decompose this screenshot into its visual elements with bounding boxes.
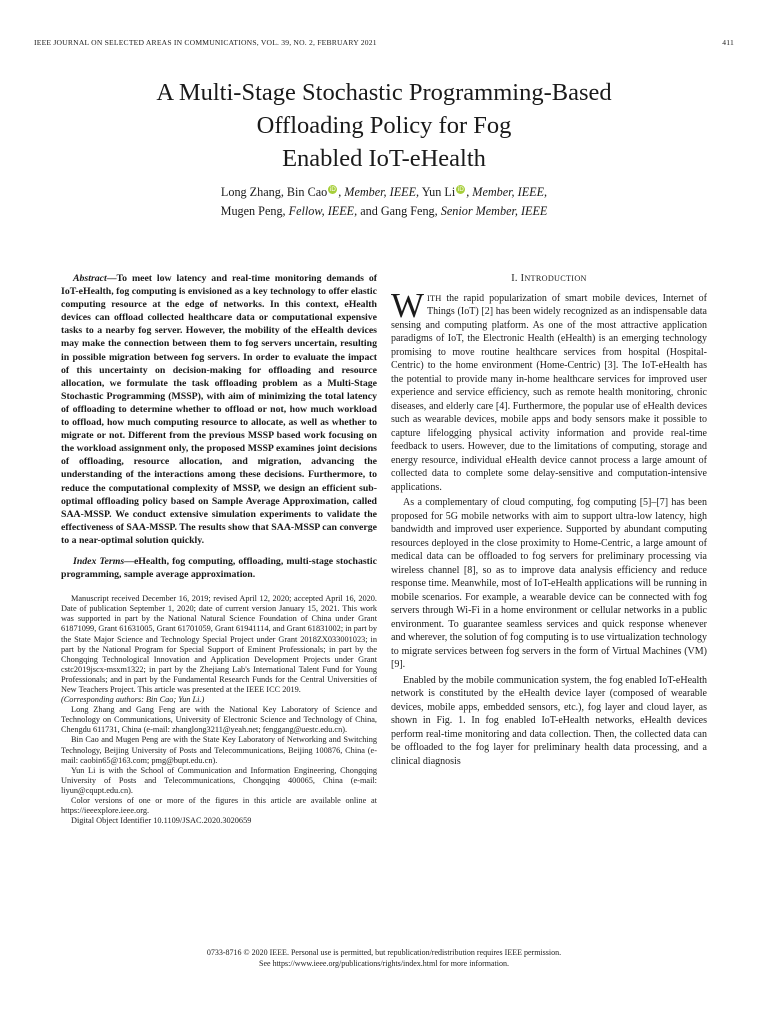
abstract-text: —To meet low latency and real-time monitoring demands of IoT-eHealth, fog computing is envisioned as a key technology to offer elastic computing resource at the edge of networks. In this context, eHealth devices can offload collected healthcare data or computational expensive tasks to a nearby fog server. However, the mobility of the eHealth devices may make the connection between them to fog servers uncertain, resulting in possible migration between fog servers. In order to evaluate the impact of this uncertainty on decision-making for offloading and resource allocation, we formulate the task offloading problem as a Multi-Stage Stochastic Programming (MSSP), with aim of minimizing the total latency of offloading to determine whether to offload or not, how much workload to offload, how much computing resource to allocate, as well as whether to migrate or not. Different from the previous MSSP based work focusing on the workload assignment only, the proposed MSSP examines joint decisions of offloading, resource allocation, and migration, advancing the understanding of the interactions among these decisions. Furthermore, to reduce the computational complexity of MSSP, we design an efficient sub-optimal offloading policy based on Sample Average Approximation, called SAA-MSSP. We conduct extensive simulation experiments to validate the effectiveness of SAA-MSSP. The results show that SAA-MSSP can converge to a near-optimal solution quickly. bbox=[61, 273, 377, 546]
footnote-corresponding: (Corresponding authors: Bin Cao; Yun Li.) bbox=[61, 695, 205, 705]
footnote-doi: Digital Object Identifier 10.1109/JSAC.2020.3020659 bbox=[71, 816, 252, 826]
index-terms-label: Index Terms bbox=[73, 555, 125, 567]
intro-paragraph-3: Enabled by the mobile communication system, the fog enabled IoT-eHealth network is constituted by the eHealth device layer (composed of wearable devices, mobile apps, embedded sensors, etc.), fog layer and cloud layer, as shown in Fig. 1. In fog enabled IoT-eHealth networks, eHealth devices perform real-time monitoring and data collection. Then, the collected data can be offloaded to the fog layer for preliminary health data processing, and a clinical diagnosis bbox=[391, 674, 707, 767]
intro-paragraph-1: WITH the rapid popularization of smart mobile devices, Internet of Things (IoT) [2] has been widely recognized as an indispensable data sensing and computing platform. As one of the most attractive application paradigms of IoT, the Electronic Health (eHealth) is an emerging technology promising to move routine healthcare services from hospital (Hospital-Centric) to the home environment (Home-Centric) [3]. The IoT-eHealth has the potential to provide many in-home healthcare services for improved user experience and service efficiency, such as remote health monitoring, chronic diseases, and elderly care [4]. Furthermore, the popular use of eHealth devices such as wearable devices, mobile apps and body sensors make it possible to capture lifelogging physical activity information and provide real-time feedback to users. However, due to the limitations of computing, storage and energy resource, individual eHealth device cannot process a large amount of collected data to complete some delay-sensitive and computation-intensive applications. bbox=[391, 285, 707, 493]
section-heading-introduction: I. INTRODUCTION bbox=[511, 273, 587, 284]
copyright-line-1: 0733-8716 © 2020 IEEE. Personal use is permitted, but republication/redistribution requires IEEE permission. bbox=[206, 948, 562, 957]
author-line-2 bbox=[60, 202, 708, 221]
copyright-footer bbox=[60, 947, 708, 969]
author-name-2: Yun Li bbox=[419, 185, 456, 199]
footnote-received: Manuscript received December 16, 2019; revised April 12, 2020; accepted April 16, 2020. Date of publication September 1, 2020; date of current version January 15, 2021. This work was supported in part by the National Natural Science Foundation of China under Grant 61871099, Grant 61631005, Grant 61701059, Grant 61941114, and Grant 61831002; in part by the State Major Science and Technology Special Project under Grant 2018ZX033001023; in part by the National Program for Special Support of Eminent Professionals; in part by the Chongqing Technological Innovation and Application Development Projects under Grant cstc2019jscx-msxm1322; in part by the Zhejiang Lab's International Talent Fund for Young Professionals; and in part by the Fundamental Research Funds for the Central Universities of New Teachers Project. This article was presented at the IEEE ICC 2019. bbox=[61, 594, 378, 694]
author-role-2: , Member, IEEE, bbox=[466, 185, 548, 199]
footnotes bbox=[61, 594, 377, 826]
author-role-3: Fellow, IEEE, bbox=[288, 204, 358, 218]
intro-paragraph-2: As a complementary of cloud computing, fog computing [5]–[7] has been proposed for 5G mobile networks with aim to support ultra-low latency, high bandwidth and improved user experience. Supported by abundant computing resources deployed in the close proximity to Home-Centric, a large amount of medical data can be offloaded to fog servers for preliminary processing via wireless channel [8], so as to improve data analysis efficiency and reduce response time. Meanwhile, most of IoT-eHealth applications will be running in mobile scenarios. For example, a wearable device can be connected with fog servers through Wi-Fi in a home environment or cellular networks in a public environment. To guarantee seamless services and quick response whenever and wherever, the solution of fog computing is to use virtualization technology to migrate services between fog servers in the form of Virtual Machines (VM) [9]. bbox=[391, 497, 707, 670]
orcid-icon[interactable]: iD bbox=[329, 186, 336, 193]
index-terms-text: —eHealth, fog computing, offloading, multi-stage stochastic programming, sample average approximation. bbox=[61, 555, 377, 581]
author-names-1: Long Zhang, Bin Cao bbox=[220, 185, 328, 199]
right-column bbox=[391, 272, 707, 770]
drop-cap: W bbox=[391, 285, 425, 325]
title-line-2: Offloading Policy for Fog bbox=[256, 112, 512, 139]
title-line-1: A Multi-Stage Stochastic Programming-Based bbox=[156, 79, 612, 106]
footnote-affiliation-2: Bin Cao and Mugen Peng are with the State Key Laboratory of Networking and Switching Technology, Beijing University of Posts and Telecommunications, Beijing 100876, China (e-mail: caobin65@163.com; pmg@bupt.edu.cn). bbox=[61, 735, 377, 765]
author-role-4: Senior Member, IEEE bbox=[440, 204, 548, 218]
footnote-affiliation-3: Yun Li is with the School of Communication and Information Engineering, Chongqing University of Posts and Telecommunications, Chongqing 400065, China (e-mail: liyun@cqupt.edu.cn). bbox=[61, 765, 377, 795]
page-number: 411 bbox=[722, 38, 734, 47]
author-role-1: , Member, IEEE, bbox=[338, 185, 420, 199]
left-column bbox=[61, 272, 377, 826]
orcid-icon[interactable]: iD bbox=[457, 186, 464, 193]
title-line-3: Enabled IoT-eHealth bbox=[282, 145, 486, 172]
footnote-color: Color versions of one or more of the figures in this article are available online at https://ieeexplore.ieee.org. bbox=[61, 796, 377, 816]
author-name-4: and Gang Feng, bbox=[357, 204, 441, 218]
index-terms bbox=[61, 555, 377, 581]
journal-header: IEEE JOURNAL ON SELECTED AREAS IN COMMUNICATIONS, VOL. 39, NO. 2, FEBRUARY 2021 bbox=[34, 38, 377, 47]
abstract-label: Abstract bbox=[73, 273, 107, 284]
author-line-1 bbox=[60, 183, 708, 202]
running-head bbox=[34, 38, 734, 50]
paper-title bbox=[60, 76, 708, 175]
author-list bbox=[60, 183, 708, 221]
author-name-3: Mugen Peng, bbox=[220, 204, 289, 218]
abstract bbox=[61, 272, 377, 547]
copyright-line-2: See https://www.ieee.org/publications/rights/index.html for more information. bbox=[259, 959, 509, 968]
footnote-affiliation-1: Long Zhang and Gang Feng are with the National Key Laboratory of Science and Technology on Communications, University of Electronic Science and Technology of China, Chengdu 611731, China (e-mail: zhanglong3211@yeah.net; fenggang@uestc.edu.cn). bbox=[61, 705, 377, 735]
